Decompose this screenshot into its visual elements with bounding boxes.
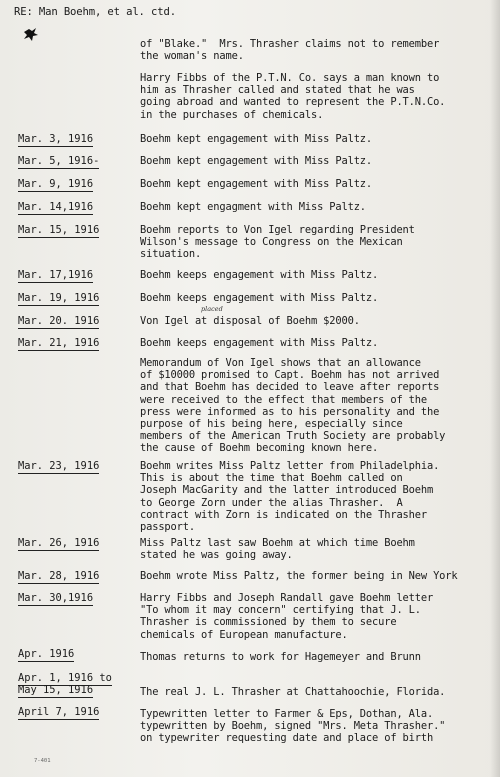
entry-text: Boehm reports to Von Igel regarding President Wilson's message to Congress on the Mexican situation. bbox=[140, 224, 415, 261]
entry-date: Apr. 1, 1916 to May 15, 1916 bbox=[18, 672, 112, 697]
entry-date: Mar. 3, 1916 bbox=[18, 133, 94, 145]
entry-date: Mar. 5, 1916- bbox=[18, 155, 100, 167]
form-number: 7-401 bbox=[34, 758, 51, 764]
entry-date: Mar. 17,1916 bbox=[18, 269, 94, 281]
entry-date: Mar. 20. 1916 bbox=[18, 315, 100, 327]
entry-date: Mar. 15, 1916 bbox=[18, 224, 100, 236]
entry-text: Miss Paltz last saw Boehm at which time Boehm stated he was going away. bbox=[140, 537, 415, 562]
entry-text: Boehm kept engagement with Miss Paltz. bbox=[140, 155, 373, 167]
document-header: RE: Man Boehm, et al. ctd. bbox=[14, 6, 176, 18]
entry-text: Boehm writes Miss Paltz letter from Philadelphia. This is about the time that Boehm called on Joseph MacGarity and the latter introduced Boehm to George Zorn under the alias Thrasher. A contract with Zorn is indicated on the Thrasher passport. bbox=[140, 460, 440, 534]
entry-text: Boehm kept engagement with Miss Paltz. bbox=[140, 133, 373, 145]
ink-blot-mark bbox=[20, 26, 40, 44]
entry-date: Mar. 19, 1916 bbox=[18, 292, 100, 304]
entry-date: Mar. 23, 1916 bbox=[18, 460, 100, 472]
entry-text: Memorandum of Von Igel shows that an allowance of $10000 promised to Capt. Boehm has not arrived and that Boehm has decided to leave after reports were received to the effect that members of the press were informed as to his personality and the purpose of his being here, especially since members of the American Truth Society are probably the cause of Boehm becoming known here. bbox=[140, 357, 446, 455]
entry-text: Boehm wrote Miss Paltz, the former being in New York bbox=[140, 570, 458, 582]
entry-text: of "Blake." Mrs. Thrasher claims not to remember the woman's name. bbox=[140, 38, 440, 63]
entry-date: April 7, 1916 bbox=[18, 706, 100, 718]
entry-text: Thomas returns to work for Hagemeyer and Brunn bbox=[140, 651, 421, 663]
entry-date: Mar. 9, 1916 bbox=[18, 178, 94, 190]
entry-text: Typewritten letter to Farmer & Eps, Dothan, Ala. typewritten by Boehm, signed "Mrs. Meta Thrasher." on typewriter requesting date and place of birth bbox=[140, 708, 446, 745]
entry-text: Harry Fibbs of the P.T.N. Co. says a man known to him as Thrasher called and stated that he was going abroad and wanted to represent the P.T.N.Co. in the purchases of chemicals. bbox=[140, 72, 446, 121]
entry-date: Mar. 28, 1916 bbox=[18, 570, 100, 582]
entry-date: Apr. 1916 bbox=[18, 648, 75, 660]
entry-text: Boehm keeps engagement with Miss Paltz. bbox=[140, 337, 379, 349]
entry-text: Von Igel at disposal of Boehm $2000. bbox=[140, 315, 360, 327]
entry-text: The real J. L. Thrasher at Chattahoochie, Florida. bbox=[140, 686, 446, 698]
entry-date: Mar. 14,1916 bbox=[18, 201, 94, 213]
entry-text: Boehm keeps engagement with Miss Paltz. bbox=[140, 269, 379, 281]
entry-text: Boehm keeps engagement with Miss Paltz. bbox=[140, 292, 379, 304]
entry-date: Mar. 21, 1916 bbox=[18, 337, 100, 349]
entry-text: Boehm kept engagment with Miss Paltz. bbox=[140, 201, 366, 213]
handwritten-annotation: placed bbox=[201, 305, 223, 313]
entry-date: Mar. 26, 1916 bbox=[18, 537, 100, 549]
entry-text: Boehm kept engagement with Miss Paltz. bbox=[140, 178, 373, 190]
entry-date: Mar. 30,1916 bbox=[18, 592, 94, 604]
page-edge-shadow bbox=[490, 0, 500, 777]
entry-text: Harry Fibbs and Joseph Randall gave Boehm letter "To whom it may concern" certifying that J. L. Thrasher is commissioned by them to secure chemicals of European manufacture. bbox=[140, 592, 434, 641]
